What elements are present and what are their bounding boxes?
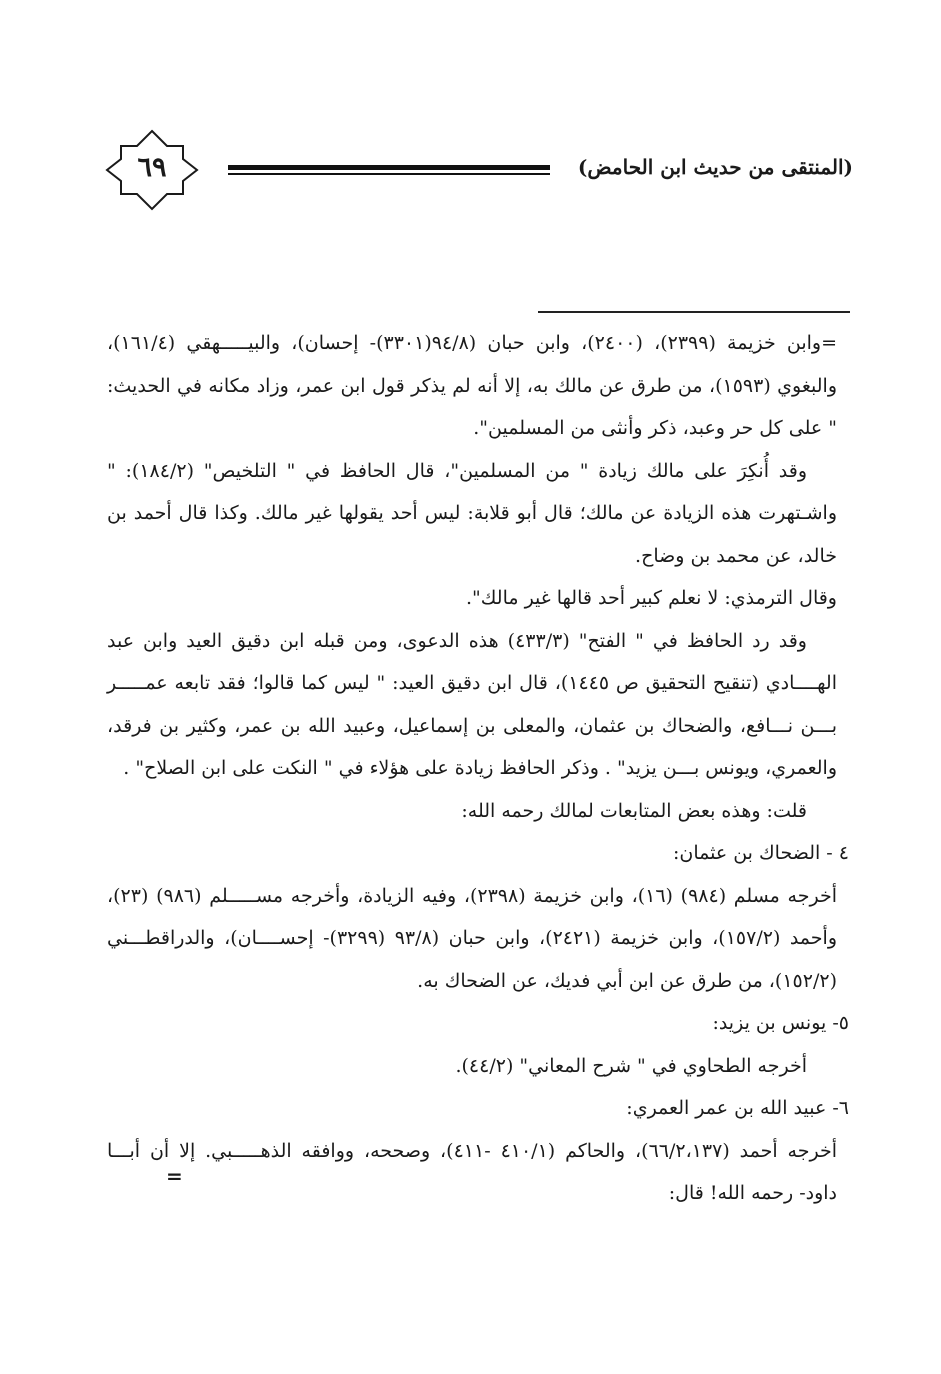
section-heading: ٦- عبيد الله بن عمر العمري: xyxy=(626,1097,849,1119)
page-header xyxy=(0,128,941,212)
running-title: (المنتقى من حديث ابن الحامض) xyxy=(577,155,853,179)
footnote-body xyxy=(107,322,849,1215)
footnote-divider xyxy=(538,311,850,313)
header-divider xyxy=(228,165,550,175)
paragraph: قلت: وهذه بعض المتابعات لمالك رحمه الله: xyxy=(461,799,807,822)
paragraph: =وابن خزيمة (٢٣٩٩)، (٢٤٠٠)، وابن حبان (٩٤/٨(٣٣٠١)- إحسان)، والبيـــــهقي (١٦١/٤)، والبغوي (١٥٩٣)، من طرق عن مالك به، إلا أنه لم يذكر قول ابن عمر، وزاد مكانه في الحديث: " على كل حر وعبد، ذكر وأنثى من المسلمين". xyxy=(107,332,837,439)
page-number-badge xyxy=(104,128,200,212)
page-number: ٦٩ xyxy=(137,152,167,183)
paragraph: أخرجه الطحاوي في " شرح المعاني" (٤٤/٢). xyxy=(455,1054,807,1077)
section-heading: ٥- يونس بن يزيد: xyxy=(712,1012,849,1034)
paragraph: وقال الترمذي: لا نعلم كبير أحد قالها غير مالك". xyxy=(465,587,837,609)
paragraph: وقد رد الحافظ في " الفتح" (٤٣٣/٣) هذه الدعوى، ومن قبله ابن دقيق العيد وابن عبد الهــــادي (تنقيح التحقيق ص ١٤٤٥)، قال ابن دقيق العيد: " ليس كما قالوا؛ فقد تابعه عمـــــر بـــن نـــافع، والضحاك بن عثمان، والمعلى بن إسماعيل، وعبيد الله بن عمر، وكثير بن فرقد، والعمري، ويونس بـــن يزيد" . وذكر الحافظ زيادة على هؤلاء في " النكت على ابن الصلاح" . xyxy=(107,629,837,779)
paragraph: وقد أُنكِرَ على مالك زيادة " من المسلمين"، قال الحافظ في " التلخيص" (١٨٤/٢): " واشـتهرت هذه الزيادة عن مالك؛ قال أبو قلابة: ليس أحد يقولها غير مالك. وكذا قال أحمد بن خالد، عن محمد بن وضاح. xyxy=(107,459,837,567)
continuation-mark: = xyxy=(166,1164,183,1188)
section-heading: ٤ - الضحاك بن عثمان: xyxy=(672,842,849,864)
paragraph: أخرجه أحمد (٦٦/٢،١٣٧)، والحاكم (٤١٠/١ -٤١١)، وصححه، ووافقه الذهـــــبي. إلا أن أبـــا داود- رحمه الله! قال: xyxy=(107,1139,838,1204)
paragraph: أخرجه مسلم (٩٨٤) (١٦)، وابن خزيمة (٢٣٩٨)، وفيه الزيادة، وأخرجه مســـــلم (٩٨٦) (٢٣)، وأحمد (١٥٧/٢)، وابن خزيمة (٢٤٢١)، وابن حبان (٩٣/٨ (٣٢٩٩)- إحســــان)، والدراقطـــني (١٥٢/٢)، من طرق عن ابن أبي فديك، عن الضحاك به. xyxy=(107,884,837,992)
